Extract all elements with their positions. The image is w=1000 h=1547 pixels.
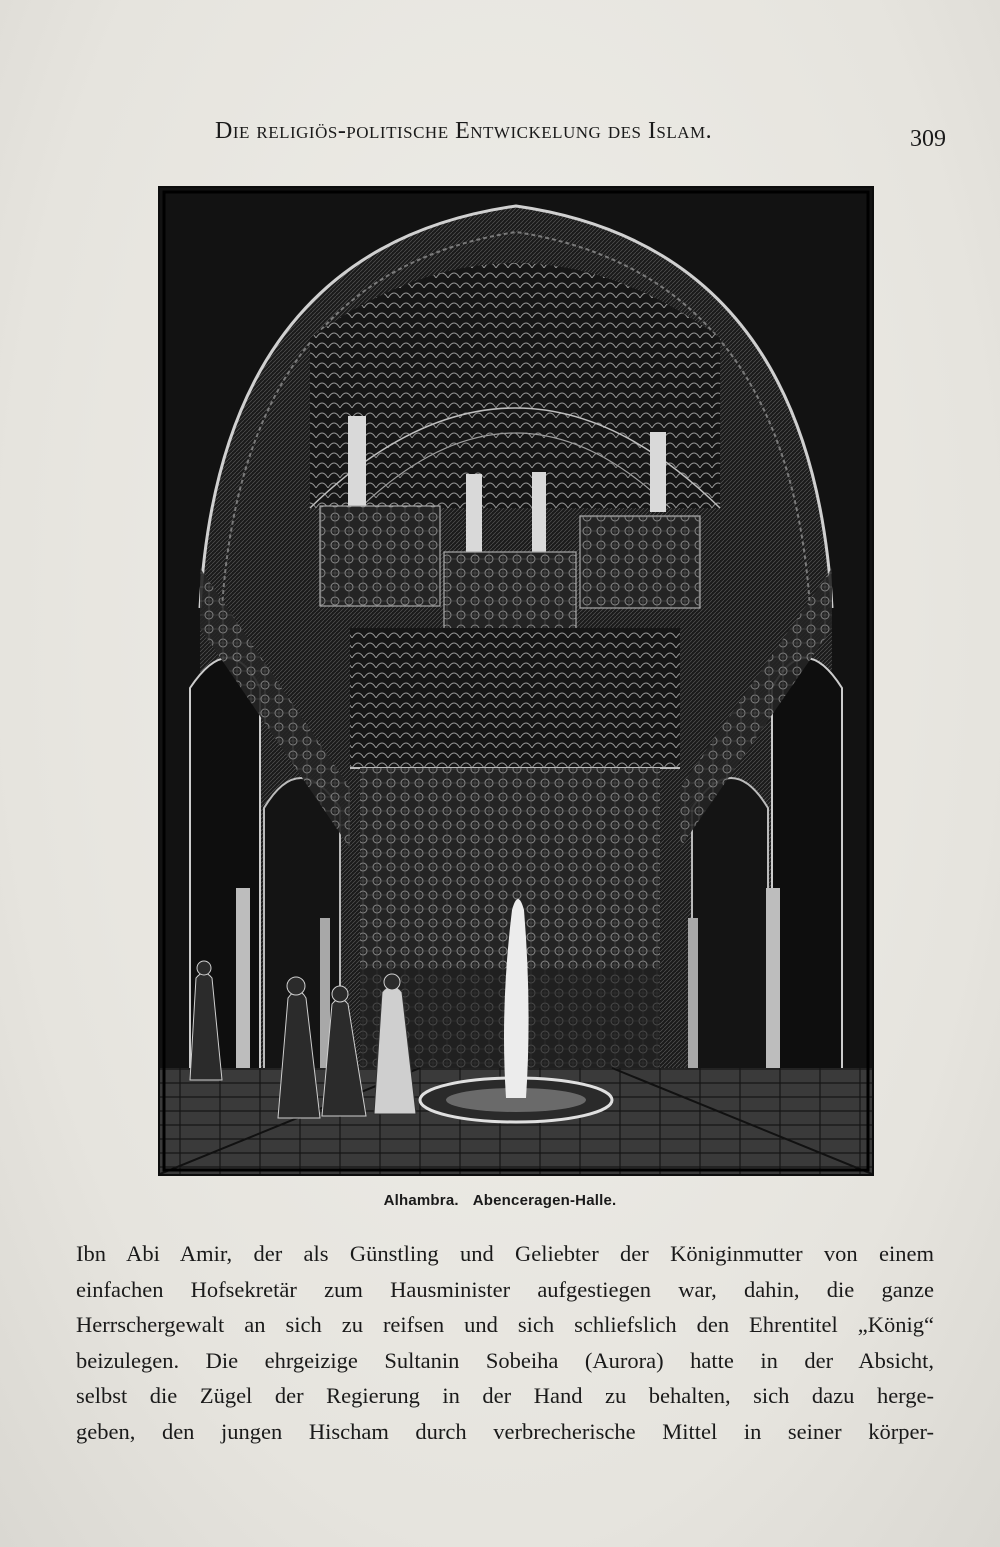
text-line: beizulegen. Die ehrgeizige Sultanin Sobeiha (Aurora) hatte in der Absicht, [76, 1347, 934, 1373]
body-paragraph [76, 1236, 934, 1449]
running-title: Die religiös-politische Entwickelung des Islam. [215, 118, 713, 144]
engraving-alhambra-hall-icon [160, 188, 872, 1174]
engraving-figure [158, 186, 874, 1176]
text-line: Herrschergewalt an sich zu reifsen und sich schliefslich den Ehrentitel „König“ [76, 1312, 934, 1337]
running-head [0, 112, 1000, 152]
text-line: einfachen Hofsekretär zum Hausminister aufgestiegen war, dahin, die ganze [76, 1276, 934, 1302]
text-line: Ibn Abi Amir, der als Günstling und Geliebter der Königinmutter von einem [76, 1241, 934, 1266]
caption-place: Alhambra. [383, 1192, 459, 1209]
text-line: selbst die Zügel der Regierung in der Hand zu behalten, sich dazu herge- [76, 1383, 934, 1408]
caption-title: Abenceragen-Halle. [472, 1192, 617, 1209]
page-number: 309 [910, 126, 946, 152]
figure-caption [0, 1192, 1000, 1209]
text-line: geben, den jungen Hischam durch verbrecherische Mittel in seiner körper- [76, 1418, 934, 1444]
